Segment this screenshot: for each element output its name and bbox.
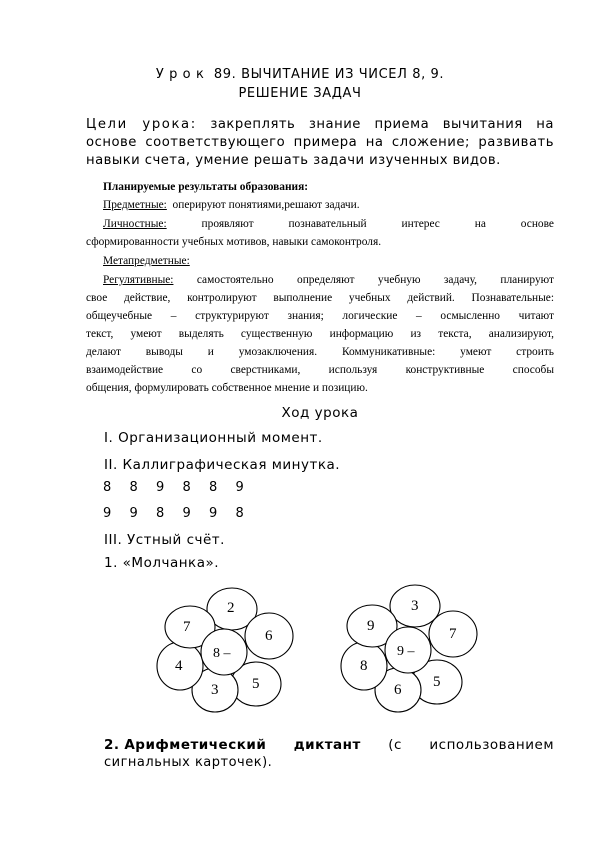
step-calligraphy: II. Каллиграфическая минутка. bbox=[104, 457, 341, 473]
digit: 8 bbox=[103, 480, 112, 495]
meta-line2: свое действие, контролируют выполнение учебных действий. Познавательные: bbox=[86, 292, 554, 304]
meta-line6: взаимодействие со сверстниками, используя конструктивные способы bbox=[86, 364, 554, 376]
petal-number: 5 bbox=[433, 674, 441, 690]
outcomes-heading: Планируемые результаты образования: bbox=[103, 181, 309, 193]
petal-number: 3 bbox=[211, 682, 219, 698]
lesson-title-text: 89. ВЫЧИТАНИЕ ИЗ ЧИСЕЛ 8, 9. bbox=[213, 67, 445, 82]
step-oral-counting: III. Устный счёт. bbox=[104, 532, 225, 548]
regulative-text-1: самостоятельно определяют учебную задачу, планируют bbox=[196, 274, 554, 286]
subject-label: Предметные: bbox=[103, 199, 167, 211]
digit: 9 bbox=[182, 506, 191, 521]
item-silent-game: 1. «Молчанка». bbox=[104, 555, 220, 571]
digit: 9 bbox=[129, 506, 138, 521]
regulative-label: Регулятивные: bbox=[103, 274, 174, 286]
goals-line3: навыки счета, умение решать задачи изученных видов. bbox=[86, 153, 501, 168]
digit: 8 bbox=[129, 480, 138, 495]
digit: 8 bbox=[156, 506, 165, 521]
meta-line3: общеучебные – структурируют знания; логические – осмысленно читают bbox=[86, 310, 554, 322]
item2-number: 2. Арифметический bbox=[104, 737, 267, 753]
meta-line5: делают выводы и умозаключения. Коммуникативные: умеют строить bbox=[86, 346, 554, 358]
petal-number: 4 bbox=[175, 658, 183, 674]
petal-number: 8 bbox=[360, 658, 368, 674]
digit: 9 bbox=[103, 506, 112, 521]
personal-label: Личностные: bbox=[103, 218, 167, 230]
personal-outcomes-line2: сформированности учебных мотивов, навыки самоконтроля. bbox=[86, 236, 382, 248]
item2-word-with: (с bbox=[388, 737, 402, 753]
lesson-word: У р о к bbox=[155, 67, 205, 82]
goals-text-1: закреплять знание приема вычитания на bbox=[210, 117, 554, 132]
item2-word-using: использованием bbox=[429, 737, 554, 753]
petal-number: 6 bbox=[265, 628, 273, 644]
item-arithmetic-dictation-line2: сигнальных карточек). bbox=[104, 755, 273, 770]
goals-line2: основе соответствующего примера на сложение; развивать bbox=[86, 135, 554, 150]
digit: 9 bbox=[209, 506, 218, 521]
petal-number: 7 bbox=[183, 619, 191, 635]
digit: 8 bbox=[235, 506, 244, 521]
petal-number: 2 bbox=[227, 600, 235, 616]
meta-label: Метапредметные: bbox=[103, 255, 190, 267]
lesson-title-line2: РЕШЕНИЕ ЗАДАЧ bbox=[238, 86, 362, 101]
step-organizational: I. Организационный момент. bbox=[104, 430, 323, 446]
meta-line4: текст, умеют выделять существенную информацию из текста, анализируют, bbox=[86, 328, 554, 340]
petal-number: 7 bbox=[449, 626, 457, 642]
flower-2 bbox=[341, 585, 477, 712]
digit: 9 bbox=[235, 480, 244, 495]
digit: 8 bbox=[182, 480, 191, 495]
petal-number: 3 bbox=[411, 598, 419, 614]
petal-number: 5 bbox=[252, 676, 260, 692]
personal-text-1: проявляют познавательный интерес на основе bbox=[201, 218, 554, 230]
item-arithmetic-dictation bbox=[104, 737, 554, 753]
lesson-flow-heading: Ход урока bbox=[281, 405, 359, 421]
digit: 8 bbox=[209, 480, 218, 495]
digit: 9 bbox=[156, 480, 165, 495]
flower-1 bbox=[157, 588, 293, 712]
item2-word-dictation: диктант bbox=[293, 737, 361, 753]
goals-label: Цели урока: bbox=[86, 117, 197, 132]
meta-line7: общения, формулировать собственное мнение и позицию. bbox=[86, 382, 368, 394]
subject-text: оперируют понятиями,решают задачи. bbox=[172, 199, 360, 211]
petal-number: 9 bbox=[367, 618, 375, 634]
petal-number: 6 bbox=[394, 682, 402, 698]
center-expression: 8 – bbox=[213, 646, 231, 661]
center-expression: 9 – bbox=[397, 644, 415, 659]
